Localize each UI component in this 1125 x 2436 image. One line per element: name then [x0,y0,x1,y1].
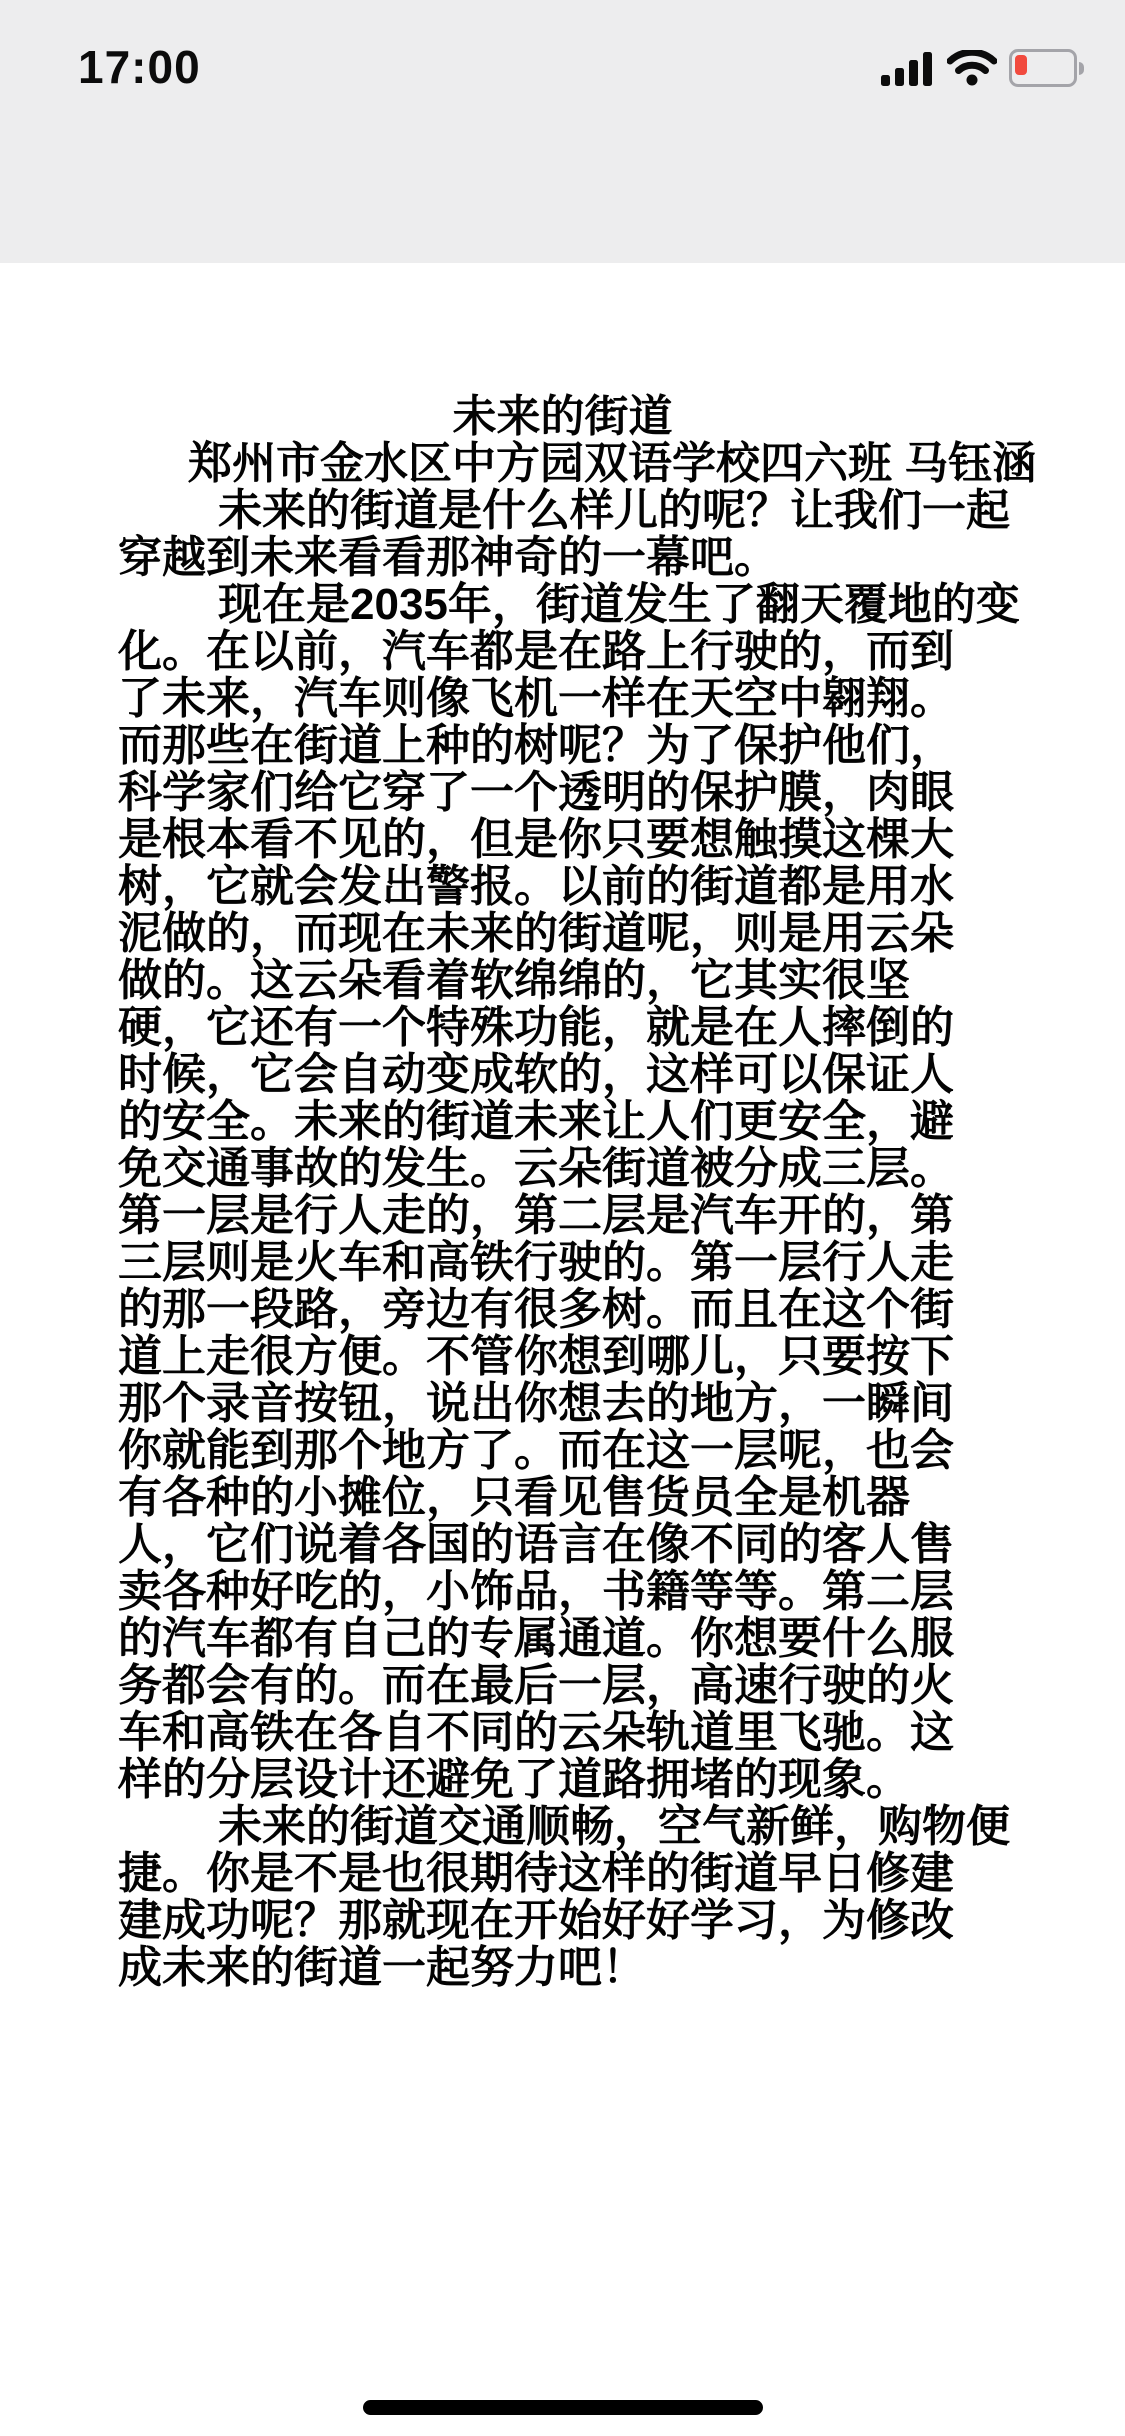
doc-line: 第一层是行人走的，第二层是汽车开的，第 [118,1191,954,1240]
top-chrome [0,0,1125,263]
doc-line: 样的分层设计还避免了道路拥堵的现象。 [118,1755,910,1804]
doc-line: 的汽车都有自己的专属通道。你想要什么服 [118,1614,954,1663]
doc-line: 成未来的街道一起努力吧！ [118,1943,646,1992]
doc-line: 现在是2035年，街道发生了翻天覆地的变 [218,580,1020,629]
battery-fill-low [1015,55,1027,75]
doc-line: 是根本看不见的，但是你只要想触摸这棵大 [118,815,954,864]
doc-line: 泥做的，而现在未来的街道呢，则是用云朵 [118,909,954,958]
doc-line: 人，它们说着各国的语言在像不同的客人售 [118,1520,954,1569]
document-preview-area[interactable] [0,263,1125,2436]
doc-line: 而那些在街道上种的树呢？为了保护他们， [118,721,954,770]
doc-line: 时候，它会自动变成软的，这样可以保证人 [118,1050,954,1099]
doc-line: 车和高铁在各自不同的云朵轨道里飞驰。这 [118,1708,954,1757]
doc-line: 的安全。未来的街道未来让人们更安全，避 [118,1097,954,1146]
doc-line: 做的。这云朵看着软绵绵的，它其实很坚 [118,956,910,1005]
nav-bar [0,132,1125,263]
doc-line: 道上走很方便。不管你想到哪儿，只要按下 [118,1332,954,1381]
doc-line: 未来的街道是什么样儿的呢？让我们一起 [218,486,1010,535]
doc-line: 三层则是火车和高铁行驶的。第一层行人走 [118,1238,954,1287]
doc-line: 郑州市金水区中方园双语学校四六班 马钰涵 [188,439,1037,488]
doc-line: 免交通事故的发生。云朵街道被分成三层。 [118,1144,954,1193]
cellular-signal-icon [881,52,935,86]
doc-line: 树，它就会发出警报。以前的街道都是用水 [118,862,954,911]
status-icons [881,50,1084,86]
doc-lines [0,440,1125,1991]
doc-line: 有各种的小摊位，只看见售货员全是机器 [118,1473,910,1522]
wifi-icon [947,50,997,86]
doc-line: 建成功呢？那就现在开始好好学习，为修改 [118,1896,954,1945]
doc-line: 那个录音按钮，说出你想去的地方，一瞬间 [118,1379,954,1428]
home-indicator[interactable] [363,2400,763,2415]
doc-line: 化。在以前，汽车都是在路上行驶的，而到 [118,627,954,676]
doc-line: 了未来，汽车则像飞机一样在天空中翱翔。 [118,674,954,723]
status-time: 17:00 [78,41,201,93]
doc-line: 捷。你是不是也很期待这样的街道早日修建 [118,1849,954,1898]
status-bar [0,0,1125,132]
doc-line: 卖各种好吃的，小饰品，书籍等等。第二层 [118,1567,954,1616]
doc-line: 科学家们给它穿了一个透明的保护膜，肉眼 [118,768,954,817]
doc-line: 的那一段路，旁边有很多树。而且在这个街 [118,1285,954,1334]
doc-line: 你就能到那个地方了。而在这一层呢，也会 [118,1426,954,1475]
doc-line: 硬，它还有一个特殊功能，就是在人摔倒的 [118,1003,954,1052]
doc-line: 未来的街道交通顺畅，空气新鲜，购物便 [218,1802,1010,1851]
battery-icon [1009,50,1084,86]
essay-title: 未来的街道 [452,392,673,441]
battery-body [1009,49,1077,87]
battery-nub [1079,62,1084,75]
doc-line: 穿越到未来看看那神奇的一幕吧。 [118,533,778,582]
doc-line: 务都会有的。而在最后一层，高速行驶的火 [118,1661,954,1710]
